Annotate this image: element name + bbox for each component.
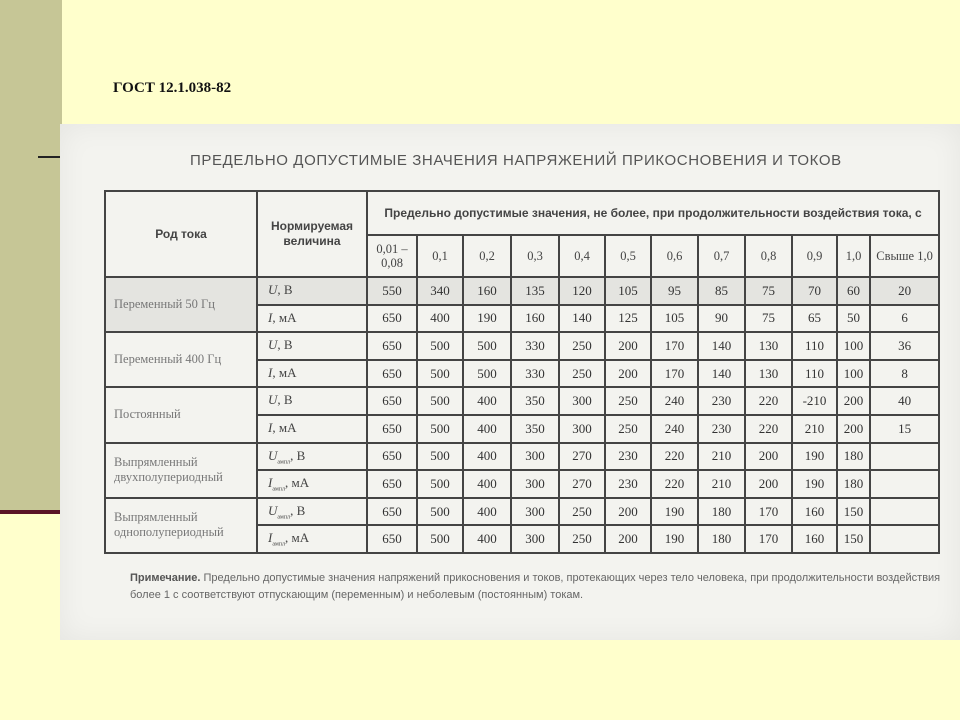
duration-header: 0,8 (745, 235, 792, 277)
value-cell: 240 (651, 415, 698, 443)
current-kind-cell: Переменный 50 Гц (105, 277, 257, 332)
quantity-cell (257, 305, 367, 333)
value-cell: 95 (651, 277, 698, 305)
value-cell: -210 (792, 387, 837, 415)
value-cell: 650 (367, 305, 417, 333)
value-cell: 75 (745, 305, 792, 333)
value-cell: 36 (870, 332, 939, 360)
value-cell: 350 (511, 415, 559, 443)
value-cell: 650 (367, 498, 417, 526)
value-cell: 170 (651, 360, 698, 388)
quantity-symbol: I (268, 309, 273, 325)
value-cell: 650 (367, 443, 417, 471)
duration-header: 0,4 (559, 235, 605, 277)
value-cell: 180 (698, 525, 745, 553)
quantity-symbol: U (268, 502, 278, 518)
quantity-cell (257, 470, 367, 498)
quantity-unit: , В (290, 447, 306, 463)
limits-table (104, 190, 940, 554)
duration-header: 0,5 (605, 235, 651, 277)
value-cell: 400 (463, 525, 511, 553)
quantity-unit: , мА (272, 364, 297, 380)
current-kind-cell: Выпрямленный двухполупериодный (105, 443, 257, 498)
value-cell: 105 (605, 277, 651, 305)
quantity-symbol: U (268, 447, 278, 463)
value-cell: 180 (698, 498, 745, 526)
value-cell: 100 (837, 360, 870, 388)
table-row (105, 443, 939, 471)
value-cell: 300 (511, 470, 559, 498)
value-cell: 250 (559, 332, 605, 360)
value-cell: 220 (651, 443, 698, 471)
value-cell: 15 (870, 415, 939, 443)
value-cell: 650 (367, 415, 417, 443)
value-cell: 130 (745, 332, 792, 360)
value-cell: 160 (792, 525, 837, 553)
duration-header: 0,1 (417, 235, 463, 277)
quantity-cell (257, 387, 367, 415)
current-kind-cell: Выпрямленный однополупериодный (105, 498, 257, 553)
value-cell: 270 (559, 443, 605, 471)
value-cell: 75 (745, 277, 792, 305)
value-cell: 200 (837, 415, 870, 443)
header-quantity: Нормируемая величина (257, 191, 367, 277)
quantity-symbol: I (268, 530, 273, 546)
value-cell: 400 (463, 443, 511, 471)
duration-header: 0,7 (698, 235, 745, 277)
quantity-cell (257, 443, 367, 471)
quantity-symbol: U (268, 392, 278, 408)
quantity-cell (257, 277, 367, 305)
value-cell: 400 (463, 498, 511, 526)
value-cell: 500 (417, 332, 463, 360)
value-cell: 140 (698, 360, 745, 388)
value-cell: 65 (792, 305, 837, 333)
value-cell: 550 (367, 277, 417, 305)
duration-header: 0,2 (463, 235, 511, 277)
quantity-cell (257, 332, 367, 360)
value-cell: 180 (837, 470, 870, 498)
value-cell: 120 (559, 277, 605, 305)
quantity-symbol: I (268, 475, 273, 491)
value-cell: 500 (417, 470, 463, 498)
value-cell: 500 (463, 360, 511, 388)
duration-header: 0,6 (651, 235, 698, 277)
current-kind-cell: Переменный 400 Гц (105, 332, 257, 387)
table-row (105, 332, 939, 360)
quantity-symbol: U (268, 337, 278, 353)
table-row (105, 498, 939, 526)
value-cell: 400 (417, 305, 463, 333)
value-cell: 300 (511, 443, 559, 471)
value-cell: 650 (367, 525, 417, 553)
value-cell: 340 (417, 277, 463, 305)
value-cell: 160 (792, 498, 837, 526)
quantity-unit: , мА (285, 475, 310, 491)
quantity-subscript: ампл (272, 541, 286, 548)
value-cell: 250 (605, 387, 651, 415)
value-cell: 160 (463, 277, 511, 305)
value-cell: 220 (745, 387, 792, 415)
value-cell: 650 (367, 360, 417, 388)
value-cell: 500 (417, 443, 463, 471)
value-cell: 400 (463, 387, 511, 415)
value-cell: 190 (651, 525, 698, 553)
value-cell: 100 (837, 332, 870, 360)
value-cell: 250 (559, 525, 605, 553)
value-cell: 180 (837, 443, 870, 471)
value-cell: 300 (559, 387, 605, 415)
value-cell: 85 (698, 277, 745, 305)
quantity-symbol: I (268, 364, 273, 380)
quantity-symbol: I (268, 419, 273, 435)
value-cell: 130 (745, 360, 792, 388)
header-kind: Род тока (105, 191, 257, 277)
value-cell: 230 (698, 415, 745, 443)
value-cell: 190 (792, 443, 837, 471)
value-cell: 230 (698, 387, 745, 415)
value-cell: 250 (559, 498, 605, 526)
value-cell: 200 (605, 332, 651, 360)
table-title: ПРЕДЕЛЬНО ДОПУСТИМЫЕ ЗНАЧЕНИЯ НАПРЯЖЕНИЙ ПРИКОСНОВЕНИЯ И ТОКОВ (190, 152, 842, 169)
value-cell: 220 (745, 415, 792, 443)
value-cell: 220 (651, 470, 698, 498)
value-cell: 200 (605, 360, 651, 388)
slide-left-tick (38, 156, 62, 158)
value-cell: 500 (417, 387, 463, 415)
value-cell: 105 (651, 305, 698, 333)
quantity-cell (257, 360, 367, 388)
value-cell (870, 525, 939, 553)
value-cell: 500 (417, 360, 463, 388)
value-cell: 140 (559, 305, 605, 333)
value-cell: 210 (792, 415, 837, 443)
value-cell: 125 (605, 305, 651, 333)
value-cell: 150 (837, 525, 870, 553)
value-cell: 330 (511, 332, 559, 360)
slide-title: ГОСТ 12.1.038-82 (113, 80, 232, 96)
value-cell: 200 (745, 443, 792, 471)
quantity-cell (257, 415, 367, 443)
current-kind-cell: Постоянный (105, 387, 257, 442)
table-row (105, 277, 939, 305)
value-cell: 60 (837, 277, 870, 305)
quantity-unit: , мА (285, 530, 310, 546)
value-cell: 200 (605, 525, 651, 553)
slide-left-accent-line (0, 510, 62, 514)
value-cell: 6 (870, 305, 939, 333)
value-cell: 160 (511, 305, 559, 333)
value-cell: 400 (463, 415, 511, 443)
table-row (105, 387, 939, 415)
duration-header: Свыше 1,0 (870, 235, 939, 277)
value-cell: 20 (870, 277, 939, 305)
value-cell: 200 (837, 387, 870, 415)
value-cell: 135 (511, 277, 559, 305)
value-cell: 170 (651, 332, 698, 360)
value-cell: 350 (511, 387, 559, 415)
quantity-unit: , В (277, 282, 293, 297)
quantity-cell (257, 525, 367, 553)
value-cell: 250 (605, 415, 651, 443)
value-cell: 40 (870, 387, 939, 415)
value-cell: 110 (792, 360, 837, 388)
quantity-unit: , В (290, 502, 306, 518)
quantity-cell (257, 498, 367, 526)
note-label: Примечание. (130, 572, 201, 584)
value-cell: 170 (745, 498, 792, 526)
quantity-subscript: ампл (277, 514, 291, 521)
value-cell: 200 (745, 470, 792, 498)
value-cell: 300 (559, 415, 605, 443)
value-cell: 500 (417, 498, 463, 526)
quantity-unit: , В (277, 392, 293, 408)
value-cell: 400 (463, 470, 511, 498)
note-text: Предельно допустимые значения напряжений прикосновения и токов, протекающих через тело человека, при продолжительности воздействия более 1 с соответствуют отпускающим (переменным) и неболевым (постоянным) токам. (130, 572, 941, 601)
value-cell (870, 470, 939, 498)
value-cell: 70 (792, 277, 837, 305)
value-cell: 150 (837, 498, 870, 526)
quantity-unit: , В (277, 337, 293, 353)
value-cell: 500 (463, 332, 511, 360)
value-cell (870, 443, 939, 471)
value-cell: 210 (698, 443, 745, 471)
value-cell: 500 (417, 415, 463, 443)
value-cell: 8 (870, 360, 939, 388)
value-cell: 110 (792, 332, 837, 360)
value-cell: 270 (559, 470, 605, 498)
table-note (130, 570, 950, 604)
value-cell: 50 (837, 305, 870, 333)
quantity-subscript: ампл (277, 459, 291, 466)
value-cell: 650 (367, 470, 417, 498)
value-cell: 330 (511, 360, 559, 388)
value-cell: 170 (745, 525, 792, 553)
value-cell: 140 (698, 332, 745, 360)
value-cell: 190 (792, 470, 837, 498)
value-cell: 200 (605, 498, 651, 526)
quantity-unit: , мА (272, 309, 297, 325)
quantity-subscript: ампл (272, 486, 286, 493)
value-cell (870, 498, 939, 526)
value-cell: 230 (605, 443, 651, 471)
value-cell: 190 (463, 305, 511, 333)
value-cell: 650 (367, 387, 417, 415)
quantity-symbol: U (268, 282, 278, 297)
duration-header: 1,0 (837, 235, 870, 277)
slide-left-bar (0, 0, 62, 510)
value-cell: 210 (698, 470, 745, 498)
value-cell: 300 (511, 498, 559, 526)
value-cell: 500 (417, 525, 463, 553)
duration-header: 0,9 (792, 235, 837, 277)
value-cell: 250 (559, 360, 605, 388)
duration-header: 0,3 (511, 235, 559, 277)
quantity-unit: , мА (272, 419, 297, 435)
value-cell: 650 (367, 332, 417, 360)
value-cell: 190 (651, 498, 698, 526)
header-limits: Предельно допустимые значения, не более, при продолжительности воздействия тока, с (367, 191, 939, 235)
value-cell: 300 (511, 525, 559, 553)
value-cell: 230 (605, 470, 651, 498)
value-cell: 240 (651, 387, 698, 415)
duration-header: 0,01 – 0,08 (367, 235, 417, 277)
value-cell: 90 (698, 305, 745, 333)
